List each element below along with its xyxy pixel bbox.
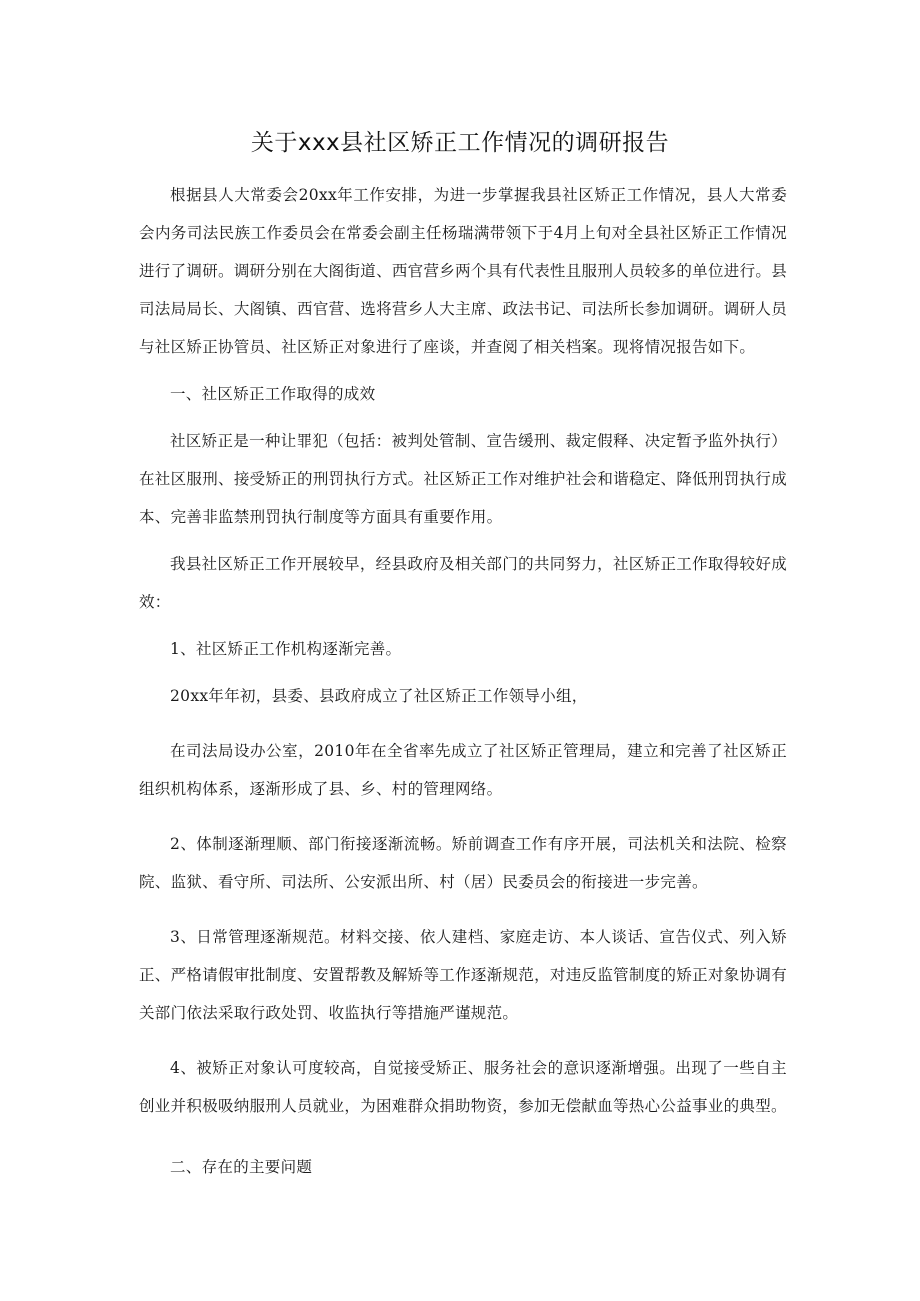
paragraph-definition: 社区矫正是一种让罪犯（包括：被判处管制、宣告缓刑、裁定假释、决定暂予监外执行）在社区服刑、接受矫正的刑罚执行方式。社区矫正工作对维护社会和谐稳定、降低刑罚执行成本、完善非监禁刑罚执行制度等方面具有重要作用。 — [139, 432, 787, 526]
paragraph-intro: 根据县人大常委会20xx年工作安排，为进一步掌握我县社区矫正工作情况，县人大常委会内务司法民族工作委员会在常委会副主任杨瑞满带领下于4月上旬对全县社区矫正工作情况进行了调研。调研分别在大阁街道、西官营乡两个具有代表性且服刑人员较多的单位进行。县司法局局长、大阁镇、西官营、选将营乡人大主席、政法书记、司法所长参加调研。调研人员与社区矫正协管员、社区矫正对象进行了座谈，并查阅了相关档案。现将情况报告如下。 — [139, 186, 787, 356]
paragraph-leading-group: 20xx年年初，县委、县政府成立了社区矫正工作领导小组， — [170, 687, 588, 705]
paragraph-office-setup: 在司法局设办公室，2010年在全省率先成立了社区矫正管理局，建立和完善了社区矫正组织机构体系，逐渐形成了县、乡、村的管理网络。 — [139, 742, 787, 798]
section-heading-problems: 二、存在的主要问题 — [170, 1158, 313, 1176]
list-item-4: 4、被矫正对象认可度较高，自觉接受矫正、服务社会的意识逐渐增强。出现了一些自主创业并积极吸纳服刑人员就业，为困难群众捐助物资，参加无偿献血等热心公益事业的典型。 — [139, 1059, 787, 1115]
list-item-3: 3、日常管理逐渐规范。材料交接、依人建档、家庭走访、本人谈话、宣告仪式、列入矫正、严格请假审批制度、安置帮教及解矫等工作逐渐规范，对违反监管制度的矫正对象协调有关部门依法采取行政处罚、收监执行等措施严谨规范。 — [139, 928, 787, 1022]
list-item-2: 2、体制逐渐理顺、部门衔接逐渐流畅。矫前调查工作有序开展，司法机关和法院、检察院、监狱、看守所、司法所、公安派出所、村（居）民委员会的衔接进一步完善。 — [139, 835, 787, 891]
document-title: 关于xxx县社区矫正工作情况的调研报告 — [250, 130, 670, 156]
list-item-1: 1、社区矫正工作机构逐渐完善。 — [170, 640, 402, 658]
paragraph-county-results: 我县社区矫正工作开展较早，经县政府及相关部门的共同努力，社区矫正工作取得较好成效： — [139, 555, 787, 611]
section-heading-achievements: 一、社区矫正工作取得的成效 — [170, 385, 376, 403]
document-body — [139, 176, 787, 1186]
